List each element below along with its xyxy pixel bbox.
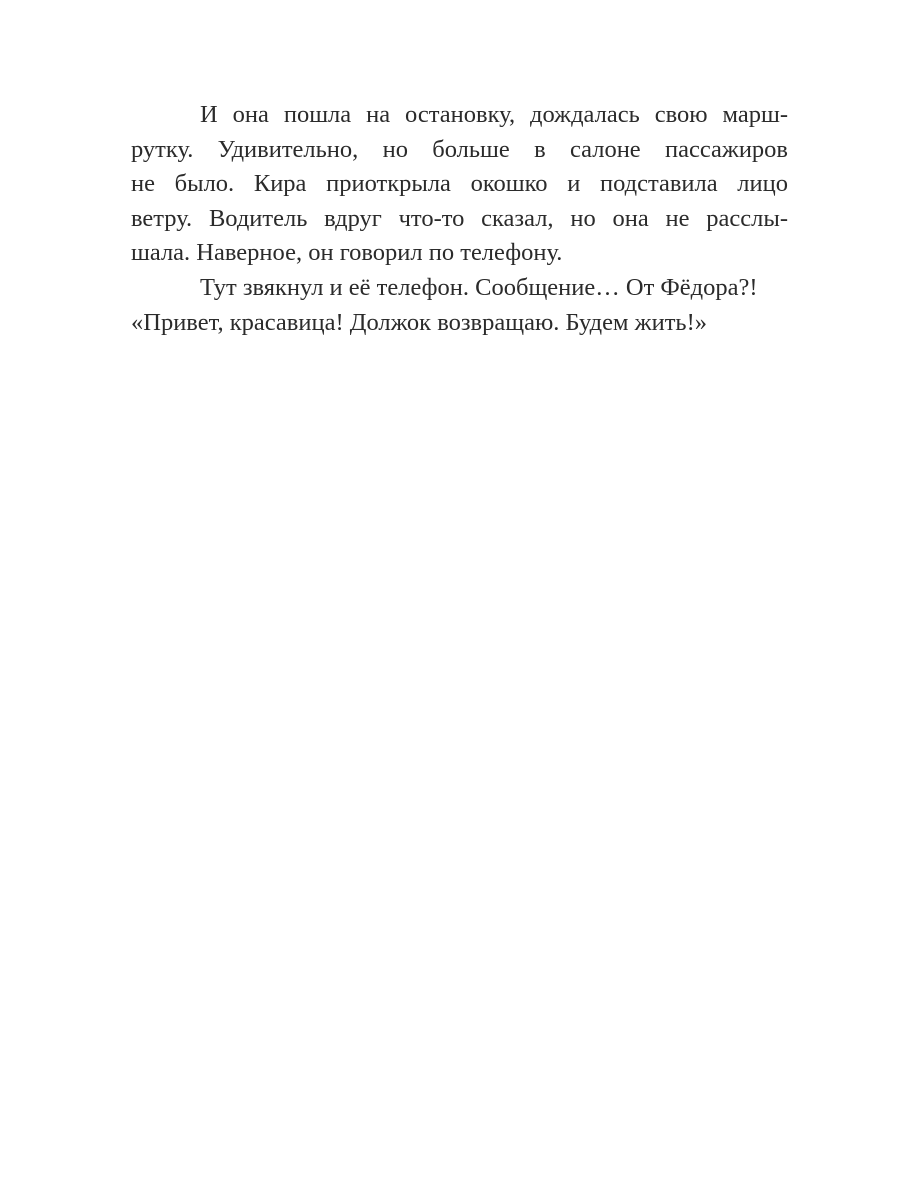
text-line: рутку. Удивительно, но больше в салоне пассажиров xyxy=(131,135,788,163)
body-text xyxy=(131,98,788,340)
paragraph-1 xyxy=(131,98,788,271)
paragraph-3-quote xyxy=(131,306,788,341)
paragraph-2 xyxy=(131,271,788,306)
text-line: ветру. Водитель вдруг что-то сказал, но она не расслы- xyxy=(131,204,788,232)
text-line: шала. Наверное, он говорил по телефону. xyxy=(131,239,563,267)
text-line: Тут звякнул и её телефон. Сообщение… От Фёдора?! xyxy=(200,273,758,301)
text-line: «Привет, красавица! Должок возвращаю. Будем жить!» xyxy=(131,308,707,336)
text-line: И она пошла на остановку, дождалась свою марш- xyxy=(200,101,788,128)
text-line: не было. Кира приоткрыла окошко и подставила лицо xyxy=(131,170,788,198)
